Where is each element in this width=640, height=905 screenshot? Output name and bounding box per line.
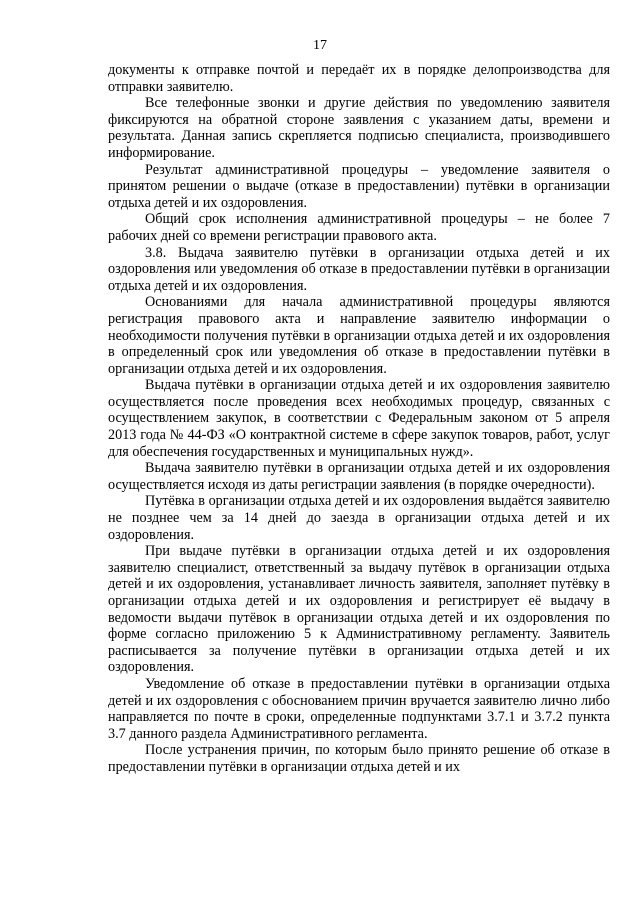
- body-text: [108, 62, 610, 776]
- paragraph: Общий срок исполнения административной процедуры – не более 7 рабочих дней со времени регистрации правового акта.: [108, 211, 610, 244]
- paragraph: документы к отправке почтой и передаёт их в порядке делопроизводства для отправки заявителю.: [108, 62, 610, 95]
- paragraph: Выдача путёвки в организации отдыха детей и их оздоровления заявителю осуществляется после проведения всех необходимых процедур, связанных с осуществлением закупок, в соответствии с Федеральным законом от 5 апреля 2013 года № 44-ФЗ «О контрактной системе в сфере закупок товаров, работ, услуг для обеспечения государственных и муниципальных нужд».: [108, 377, 610, 460]
- page-number: 17: [313, 38, 327, 53]
- paragraph: После устранения причин, по которым было принято решение об отказе в предоставлении путёвки в организации отдыха детей и их: [108, 742, 610, 775]
- section-heading: 3.8. Выдача заявителю путёвки в организации отдыха детей и их оздоровления или уведомления об отказе в предоставлении путёвки в организации отдыха детей и их оздоровления.: [108, 244, 610, 294]
- paragraph: Выдача заявителю путёвки в организации отдыха детей и их оздоровления осуществляется исходя из даты регистрации заявления (в порядке очередности).: [108, 460, 610, 493]
- paragraph: Все телефонные звонки и другие действия по уведомлению заявителя фиксируются на обратной стороне заявления с указанием даты, времени и результата. Данная запись скрепляется подписью специалиста, производившего информирование.: [108, 95, 610, 161]
- paragraph: Результат административной процедуры – уведомление заявителя о принятом решении о выдаче (отказе в предоставлении) путёвки в организации отдыха детей и их оздоровления.: [108, 161, 610, 211]
- paragraph: Путёвка в организации отдыха детей и их оздоровления выдаётся заявителю не позднее чем за 14 дней до заезда в организации отдыха детей и их оздоровления.: [108, 493, 610, 543]
- paragraph: Основаниями для начала административной процедуры являются регистрация правового акта и направление заявителю информации о необходимости получения путёвки в организации отдыха детей и их оздоровления в определенный срок или уведомления об отказе в предоставлении путёвки в организации отдыха детей и их оздоровления.: [108, 294, 610, 377]
- paragraph: При выдаче путёвки в организации отдыха детей и их оздоровления заявителю специалист, ответственный за выдачу путёвок в организации отдыха детей и их оздоровления, устанавливает личность заявителя, заполняет путёвку в организации отдыха детей и их оздоровления и регистрирует её выдачу в ведомости выдачи путёвок в организации отдыха детей и их оздоровления по форме согласно приложению 5 к Административному регламенту. Заявитель расписывается за получение путёвки в организации отдыха детей и их оздоровления.: [108, 543, 610, 676]
- paragraph: Уведомление об отказе в предоставлении путёвки в организации отдыха детей и их оздоровления с обоснованием причин вручается заявителю лично либо направляется по почте в сроки, определенные подпунктами 3.7.1 и 3.7.2 пункта 3.7 данного раздела Административного регламента.: [108, 675, 610, 742]
